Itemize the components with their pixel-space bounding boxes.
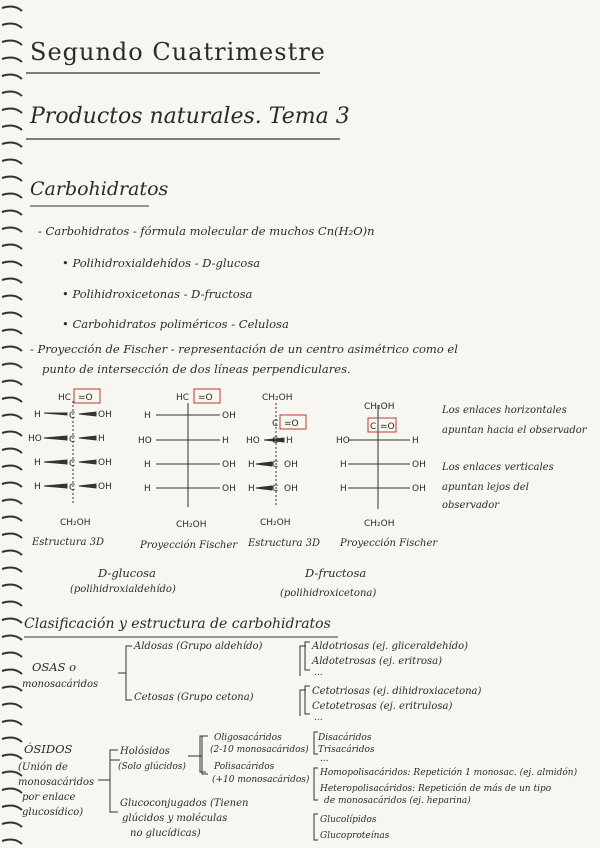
osas-label: OSAS o bbox=[32, 660, 77, 674]
spiral-coil bbox=[2, 160, 22, 164]
spiral-coil bbox=[2, 585, 22, 589]
atom-label: OH bbox=[98, 458, 112, 468]
spiral-coil bbox=[2, 7, 22, 11]
atom-label: H bbox=[248, 484, 255, 494]
spiral-coil bbox=[2, 619, 22, 623]
section-heading-clasificacion: Clasificación y estructura de carbohidratos bbox=[24, 616, 331, 632]
atom-label: OH bbox=[98, 482, 112, 492]
oligosacaridos-label: Oligosacáridos bbox=[214, 733, 282, 743]
osidos-label-4: por enlace bbox=[22, 792, 76, 803]
cetotetrosas-label: Cetotetrosas (ej. eritrulosa) bbox=[312, 701, 453, 712]
atom-label: OH bbox=[284, 460, 298, 470]
ellipsis-1: ... bbox=[314, 668, 323, 678]
atom-label: OH bbox=[98, 410, 112, 420]
atom-label: =O bbox=[380, 422, 395, 432]
spiral-coil bbox=[2, 262, 22, 266]
fischer-structures-diagram bbox=[28, 385, 443, 535]
polisacaridos-label-2: (+10 monosacáridos) bbox=[212, 775, 310, 785]
bullet-ketones: • Polihidroxicetonas - D-fructosa bbox=[62, 287, 253, 301]
spiral-coil bbox=[2, 500, 22, 504]
cetosas-label: Cetosas (Grupo cetona) bbox=[134, 692, 254, 703]
aldotetrosas-label: Aldotetrosas (ej. eritrosa) bbox=[312, 656, 442, 667]
carbohydrate-definition: - Carbohidratos - fórmula molecular de muchos Cn(H₂O)n bbox=[38, 224, 375, 238]
atom-label: C bbox=[370, 422, 377, 432]
atom-label: H bbox=[144, 484, 151, 494]
topic-title: Productos naturales. Tema 3 bbox=[30, 104, 350, 129]
spiral-coil bbox=[2, 687, 22, 691]
spiral-coil bbox=[2, 41, 22, 45]
spiral-coil bbox=[2, 211, 22, 215]
bullet-aldehydes: • Polihidroxialdehídos - D-glucosa bbox=[62, 256, 261, 270]
glucoproteinas-label: Glucoproteínas bbox=[320, 831, 390, 841]
atom-label: OH bbox=[412, 460, 426, 470]
atom-label: CH₂OH bbox=[364, 402, 395, 412]
spiral-coil bbox=[2, 432, 22, 436]
spiral-coil bbox=[2, 381, 22, 385]
spiral-coil bbox=[2, 228, 22, 232]
spiral-coil bbox=[2, 840, 22, 844]
atom-label: CH₂OH bbox=[60, 518, 91, 528]
trisacaridos-label: Trisacáridos bbox=[318, 745, 375, 755]
atom-label: OH bbox=[222, 411, 236, 421]
glucoconjugados-label: Glucoconjugados (Tienen bbox=[120, 798, 249, 809]
atom-label: C bbox=[69, 483, 76, 493]
atom-label: CH₂OH bbox=[364, 519, 395, 529]
spiral-binding bbox=[0, 0, 26, 848]
spiral-coil bbox=[2, 296, 22, 300]
caption-fructose-fischer: Proyección Fischer bbox=[340, 538, 438, 549]
note-vertical-bonds-2: apuntan lejos del bbox=[442, 482, 529, 493]
spiral-coil bbox=[2, 143, 22, 147]
section-heading-carbohidratos: Carbohidratos bbox=[30, 178, 169, 200]
fischer-definition-line2: punto de intersección de dos líneas perpendiculares. bbox=[42, 362, 351, 376]
atom-label: H bbox=[286, 436, 293, 446]
atom-label: C bbox=[69, 435, 76, 445]
spiral-coil bbox=[2, 194, 22, 198]
spiral-coil bbox=[2, 347, 22, 351]
spiral-coil bbox=[2, 109, 22, 113]
spiral-coil bbox=[2, 466, 22, 470]
spiral-coil bbox=[2, 738, 22, 742]
atom-label: CH₂OH bbox=[260, 518, 291, 528]
atom-label: H bbox=[34, 458, 41, 468]
aldosas-label: Aldosas (Grupo aldehído) bbox=[134, 641, 263, 652]
spiral-coil bbox=[2, 92, 22, 96]
spiral-coil bbox=[2, 330, 22, 334]
atom-label: C bbox=[69, 459, 76, 469]
atom-label: H bbox=[34, 410, 41, 420]
ellipsis-2: ... bbox=[314, 713, 323, 723]
disacaridos-label: Disacáridos bbox=[318, 733, 372, 743]
oligosacaridos-label-2: (2-10 monosacáridos) bbox=[210, 745, 309, 755]
atom-label: CH₂OH bbox=[262, 393, 293, 403]
osas-label-2: monosacáridos bbox=[22, 679, 99, 690]
spiral-coil bbox=[2, 534, 22, 538]
atom-label: OH bbox=[222, 460, 236, 470]
page-title: Segundo Cuatrimestre bbox=[30, 38, 326, 66]
section-underline bbox=[28, 204, 153, 209]
atom-label: H bbox=[222, 436, 229, 446]
spiral-coil bbox=[2, 602, 22, 606]
atom-label: H bbox=[144, 460, 151, 470]
cetotriosas-label: Cetotriosas (ej. dihidroxiacetona) bbox=[312, 686, 482, 697]
spiral-coil bbox=[2, 755, 22, 759]
fructose-name: D-fructosa bbox=[305, 566, 367, 580]
sub-brackets bbox=[300, 640, 314, 730]
spiral-coil bbox=[2, 364, 22, 368]
spiral-coil bbox=[2, 313, 22, 317]
caption-glucose-fischer: Proyección Fischer bbox=[140, 540, 238, 551]
spiral-coil bbox=[2, 636, 22, 640]
atom-label: HO bbox=[246, 436, 260, 446]
note-horizontal-bonds-2: apuntan hacia el observador bbox=[442, 425, 587, 436]
osidos-label-5: glucosídico) bbox=[22, 807, 84, 818]
holosidos-label-2: (Solo glúcidos) bbox=[118, 762, 186, 772]
fructose-type: (polihidroxicetona) bbox=[280, 588, 377, 599]
atom-label: OH bbox=[284, 484, 298, 494]
spiral-coil bbox=[2, 806, 22, 810]
atom-label: =O bbox=[284, 419, 299, 429]
spiral-coil bbox=[2, 823, 22, 827]
atom-label: H bbox=[34, 482, 41, 492]
atom-label: H bbox=[248, 460, 255, 470]
atom-label: H bbox=[412, 436, 419, 446]
spiral-coil bbox=[2, 398, 22, 402]
atom-label: H bbox=[98, 434, 105, 444]
spiral-coil bbox=[2, 551, 22, 555]
atom-label: =O bbox=[198, 393, 213, 403]
holosidos-label: Holósidos bbox=[120, 746, 170, 757]
homopolisacaridos-label: Homopolisacáridos: Repetición 1 monosac. (ej. almidón) bbox=[320, 768, 578, 778]
atom-label: HO bbox=[28, 434, 42, 444]
atom-label: C bbox=[272, 419, 279, 429]
spiral-coil bbox=[2, 670, 22, 674]
heteropolisacaridos-label-2: de monosacáridos (ej. heparina) bbox=[324, 796, 471, 806]
ellipsis-3: ... bbox=[320, 754, 329, 764]
glucolipidos-label: Glucolípidos bbox=[320, 815, 377, 825]
note-vertical-bonds-3: observador bbox=[442, 500, 500, 511]
bullet-polymers: • Carbohidratos poliméricos - Celulosa bbox=[62, 317, 289, 331]
polisacaridos-label: Polisacáridos bbox=[214, 762, 275, 772]
spiral-coil bbox=[2, 789, 22, 793]
atom-label: HO bbox=[336, 436, 350, 446]
atom-label: =O bbox=[78, 393, 93, 403]
note-vertical-bonds-1: Los enlaces verticales bbox=[442, 462, 554, 473]
caption-glucose-3d: Estructura 3D bbox=[32, 537, 105, 548]
note-horizontal-bonds-1: Los enlaces horizontales bbox=[442, 405, 567, 416]
atom-label: C bbox=[272, 484, 279, 494]
spiral-coil bbox=[2, 449, 22, 453]
spiral-coil bbox=[2, 483, 22, 487]
atom-label: H bbox=[340, 484, 347, 494]
atom-label: H bbox=[340, 460, 347, 470]
atom-label: H bbox=[144, 411, 151, 421]
spiral-coil bbox=[2, 653, 22, 657]
osidos-label-3: monosacáridos bbox=[18, 777, 95, 788]
glucoconjugados-label-2: glúcidos y moléculas bbox=[122, 813, 228, 824]
spiral-coil bbox=[2, 126, 22, 130]
glucose-name: D-glucosa bbox=[98, 566, 156, 580]
atom-label: HO bbox=[138, 436, 152, 446]
glucose-type: (polihidroxialdehído) bbox=[70, 584, 176, 595]
caption-fructose-3d: Estructura 3D bbox=[248, 538, 321, 549]
spiral-coil bbox=[2, 177, 22, 181]
aldotriosas-label: Aldotriosas (ej. gliceraldehído) bbox=[312, 641, 469, 652]
atom-label: HC bbox=[176, 393, 190, 403]
spiral-coil bbox=[2, 58, 22, 62]
atom-label: OH bbox=[222, 484, 236, 494]
spiral-coil bbox=[2, 24, 22, 28]
spiral-coil bbox=[2, 568, 22, 572]
spiral-coil bbox=[2, 279, 22, 283]
heteropolisacaridos-label: Heteropolisacáridos: Repetición de más de un tipo bbox=[320, 784, 552, 794]
osidos-label-2: (Unión de bbox=[18, 762, 68, 773]
atom-label: C bbox=[272, 436, 279, 446]
spiral-coil bbox=[2, 75, 22, 79]
osidos-brackets bbox=[96, 728, 326, 846]
atom-label: C bbox=[272, 460, 279, 470]
title-underline bbox=[24, 70, 324, 76]
osidos-label: ÓSIDOS bbox=[24, 742, 73, 756]
spiral-coil bbox=[2, 721, 22, 725]
glucoconjugados-label-3: no glucídicas) bbox=[130, 828, 201, 839]
atom-label: CH₂OH bbox=[176, 520, 207, 530]
spiral-coil bbox=[2, 704, 22, 708]
atom-label: OH bbox=[412, 484, 426, 494]
spiral-coil bbox=[2, 415, 22, 419]
atom-label: HC bbox=[58, 393, 72, 403]
topic-underline bbox=[24, 136, 344, 142]
fischer-definition-line1: - Proyección de Fischer - representación de un centro asimétrico como el bbox=[30, 342, 458, 356]
atom-label: C bbox=[69, 411, 76, 421]
spiral-coil bbox=[2, 245, 22, 249]
spiral-coil bbox=[2, 517, 22, 521]
